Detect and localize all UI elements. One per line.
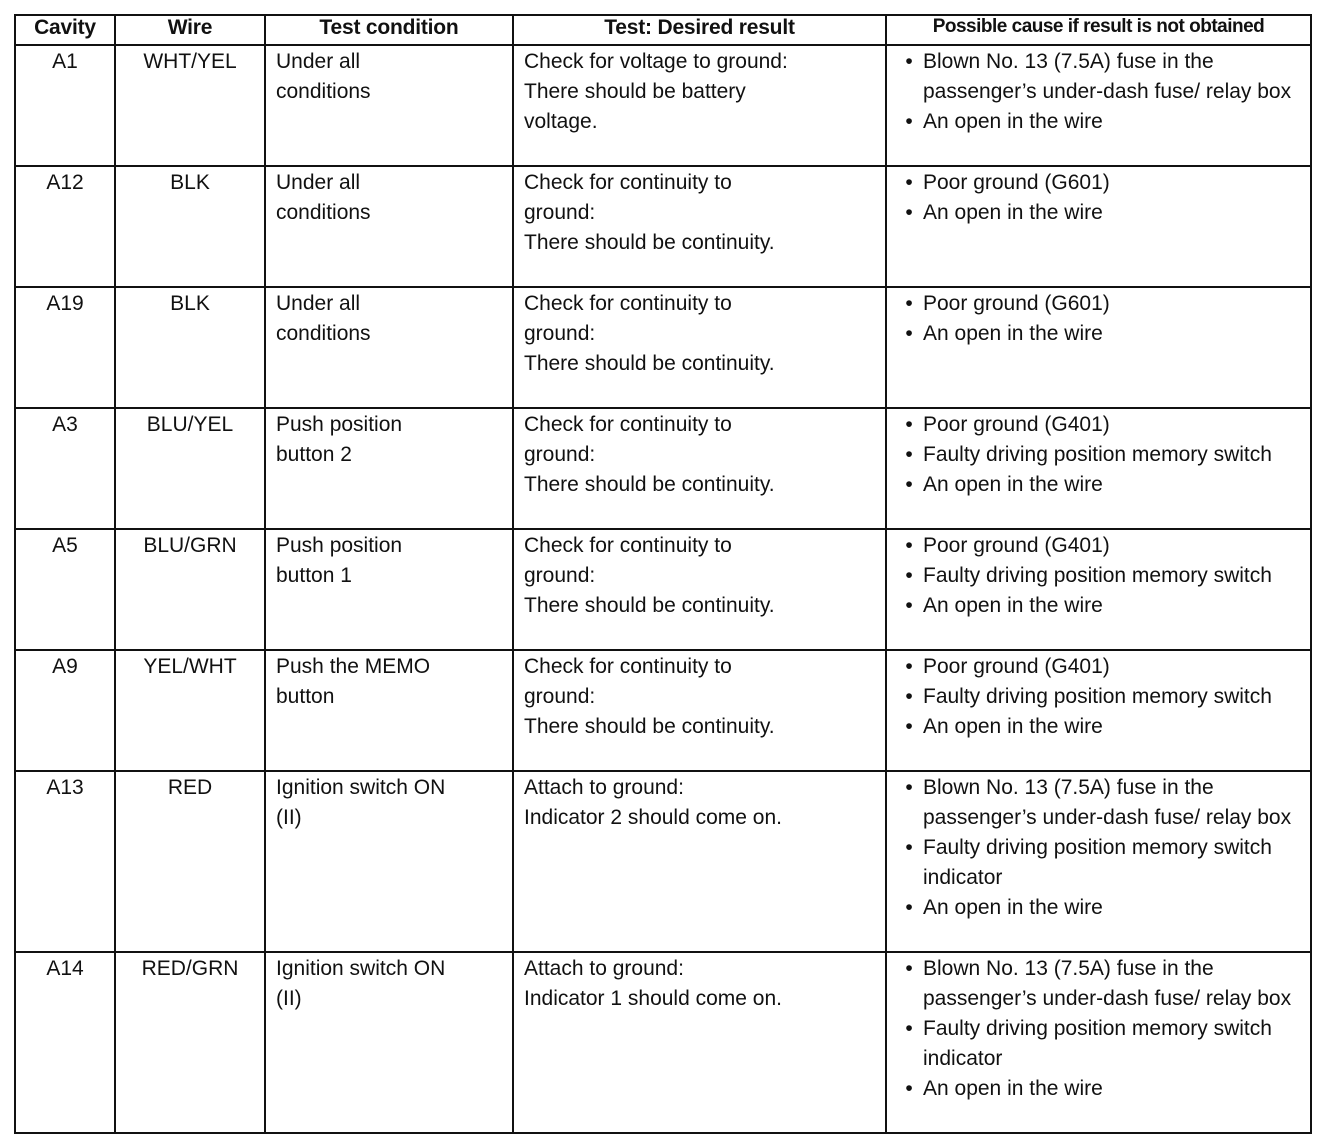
bullet-icon: • xyxy=(905,1017,913,1040)
cause-item xyxy=(897,712,1304,742)
desired-result-cell xyxy=(513,650,886,771)
cause-list xyxy=(897,289,1304,349)
cause-item xyxy=(897,531,1304,561)
cause-item xyxy=(897,47,1304,107)
table-row xyxy=(15,650,1311,771)
cause-list xyxy=(897,410,1304,500)
cause-list xyxy=(897,531,1304,621)
cause-text: An open in the wire xyxy=(923,594,1103,617)
test-condition-cell xyxy=(265,952,513,1133)
desired-result-line: Check for voltage to ground: xyxy=(524,50,788,73)
test-condition-cell xyxy=(265,771,513,952)
cause-item xyxy=(897,289,1304,319)
cause-list xyxy=(897,773,1304,923)
test-condition-cell xyxy=(265,408,513,529)
test-condition-cell xyxy=(265,529,513,650)
table-row xyxy=(15,771,1311,952)
cavity-cell: A1 xyxy=(15,45,115,166)
cause-text: Poor ground (G401) xyxy=(923,413,1110,436)
test-condition-line: Under all xyxy=(276,50,361,73)
cause-item xyxy=(897,682,1304,712)
header-cavity: Cavity xyxy=(15,15,115,45)
cause-list xyxy=(897,652,1304,742)
cavity-cell: A13 xyxy=(15,771,115,952)
cause-item xyxy=(897,168,1304,198)
cause-item xyxy=(897,470,1304,500)
desired-result-line: Attach to ground: xyxy=(524,957,684,980)
bullet-icon: • xyxy=(905,322,913,345)
bullet-icon: • xyxy=(905,594,913,617)
desired-result-line: Check for continuity to xyxy=(524,534,732,557)
cause-text: Faulty driving position memory switch indicator xyxy=(923,1017,1272,1070)
cause-text: An open in the wire xyxy=(923,715,1103,738)
cause-text: Poor ground (G401) xyxy=(923,655,1110,678)
cause-item xyxy=(897,652,1304,682)
bullet-icon: • xyxy=(905,110,913,133)
cause-item xyxy=(897,410,1304,440)
desired-result-line: Check for continuity to xyxy=(524,171,732,194)
cause-item xyxy=(897,1074,1304,1104)
test-condition-cell xyxy=(265,287,513,408)
desired-result-cell xyxy=(513,952,886,1133)
cause-text: An open in the wire xyxy=(923,201,1103,224)
test-condition-line: Push the MEMO xyxy=(276,655,431,678)
test-condition-line: Push position xyxy=(276,534,403,557)
cause-text: An open in the wire xyxy=(923,322,1103,345)
test-condition-line: Ignition switch ON xyxy=(276,957,446,980)
desired-result-line: ground: xyxy=(524,201,596,224)
desired-result-cell xyxy=(513,287,886,408)
desired-result-line: ground: xyxy=(524,564,596,587)
test-condition-cell xyxy=(265,45,513,166)
wire-cell: RED/GRN xyxy=(115,952,265,1133)
desired-result-cell xyxy=(513,45,886,166)
desired-result-cell xyxy=(513,408,886,529)
wire-cell: RED xyxy=(115,771,265,952)
cause-text: An open in the wire xyxy=(923,473,1103,496)
cause-text: Poor ground (G601) xyxy=(923,292,1110,315)
bullet-icon: • xyxy=(905,564,913,587)
possible-cause-cell xyxy=(886,287,1311,408)
cause-item xyxy=(897,319,1304,349)
test-condition-line: button 2 xyxy=(276,443,352,466)
cause-text: An open in the wire xyxy=(923,896,1103,919)
cause-list xyxy=(897,47,1304,137)
desired-result-line: There should be continuity. xyxy=(524,715,775,738)
cause-item xyxy=(897,198,1304,228)
test-condition-cell xyxy=(265,166,513,287)
test-condition-line: conditions xyxy=(276,80,371,103)
test-condition-cell xyxy=(265,650,513,771)
desired-result-line: There should be continuity. xyxy=(524,352,775,375)
possible-cause-cell xyxy=(886,45,1311,166)
document-page xyxy=(14,14,1310,1134)
header-wire: Wire xyxy=(115,15,265,45)
desired-result-line: ground: xyxy=(524,685,596,708)
possible-cause-cell xyxy=(886,650,1311,771)
bullet-icon: • xyxy=(905,715,913,738)
desired-result-line: Indicator 2 should come on. xyxy=(524,806,782,829)
table-row xyxy=(15,408,1311,529)
cavity-cell: A12 xyxy=(15,166,115,287)
cavity-cell: A3 xyxy=(15,408,115,529)
table-body xyxy=(15,45,1311,1133)
wire-cell: BLU/GRN xyxy=(115,529,265,650)
bullet-icon: • xyxy=(905,534,913,557)
bullet-icon: • xyxy=(905,171,913,194)
bullet-icon: • xyxy=(905,292,913,315)
cause-text: Blown No. 13 (7.5A) fuse in the passenger’s under-dash fuse/ relay box xyxy=(923,776,1292,829)
desired-result-line: Check for continuity to xyxy=(524,655,732,678)
cavity-cell: A9 xyxy=(15,650,115,771)
desired-result-cell xyxy=(513,529,886,650)
possible-cause-cell xyxy=(886,166,1311,287)
bullet-icon: • xyxy=(905,1077,913,1100)
table-row xyxy=(15,45,1311,166)
bullet-icon: • xyxy=(905,443,913,466)
connector-test-table xyxy=(14,14,1312,1134)
desired-result-line: Attach to ground: xyxy=(524,776,684,799)
desired-result-line: ground: xyxy=(524,322,596,345)
cause-item xyxy=(897,954,1304,1014)
wire-cell: YEL/WHT xyxy=(115,650,265,771)
cause-text: Faulty driving position memory switch xyxy=(923,443,1272,466)
header-desired-result: Test: Desired result xyxy=(513,15,886,45)
cause-item xyxy=(897,833,1304,893)
cause-text: Blown No. 13 (7.5A) fuse in the passenger’s under-dash fuse/ relay box xyxy=(923,957,1292,1010)
desired-result-cell xyxy=(513,771,886,952)
bullet-icon: • xyxy=(905,776,913,799)
cause-text: An open in the wire xyxy=(923,110,1103,133)
desired-result-line: There should be continuity. xyxy=(524,231,775,254)
cause-text: Poor ground (G601) xyxy=(923,171,1110,194)
bullet-icon: • xyxy=(905,685,913,708)
bullet-icon: • xyxy=(905,413,913,436)
bullet-icon: • xyxy=(905,836,913,859)
cause-text: Blown No. 13 (7.5A) fuse in the passenger’s under-dash fuse/ relay box xyxy=(923,50,1292,103)
table-row xyxy=(15,166,1311,287)
cavity-cell: A5 xyxy=(15,529,115,650)
cause-text: Faulty driving position memory switch xyxy=(923,685,1272,708)
cause-item xyxy=(897,591,1304,621)
test-condition-line: (II) xyxy=(276,987,302,1010)
cause-list xyxy=(897,168,1304,228)
cause-item xyxy=(897,107,1304,137)
possible-cause-cell xyxy=(886,771,1311,952)
table-row xyxy=(15,529,1311,650)
table-row xyxy=(15,287,1311,408)
test-condition-line: Under all xyxy=(276,171,361,194)
test-condition-line: (II) xyxy=(276,806,302,829)
cause-text: Poor ground (G401) xyxy=(923,534,1110,557)
desired-result-line: There should be battery xyxy=(524,80,746,103)
header-possible-cause: Possible cause if result is not obtained xyxy=(886,15,1311,45)
table-row xyxy=(15,952,1311,1133)
test-condition-line: button xyxy=(276,685,335,708)
cause-text: Faulty driving position memory switch indicator xyxy=(923,836,1272,889)
bullet-icon: • xyxy=(905,896,913,919)
header-test-condition: Test condition xyxy=(265,15,513,45)
desired-result-line: Indicator 1 should come on. xyxy=(524,987,782,1010)
desired-result-line: Check for continuity to xyxy=(524,413,732,436)
cavity-cell: A14 xyxy=(15,952,115,1133)
test-condition-line: Push position xyxy=(276,413,403,436)
cavity-cell: A19 xyxy=(15,287,115,408)
test-condition-line: conditions xyxy=(276,322,371,345)
possible-cause-cell xyxy=(886,952,1311,1133)
desired-result-line: Check for continuity to xyxy=(524,292,732,315)
bullet-icon: • xyxy=(905,201,913,224)
wire-cell: BLK xyxy=(115,287,265,408)
wire-cell: BLU/YEL xyxy=(115,408,265,529)
test-condition-line: Under all xyxy=(276,292,361,315)
cause-item xyxy=(897,561,1304,591)
possible-cause-cell xyxy=(886,529,1311,650)
wire-cell: WHT/YEL xyxy=(115,45,265,166)
header-row xyxy=(15,15,1311,45)
desired-result-line: voltage. xyxy=(524,110,598,133)
cause-item xyxy=(897,893,1304,923)
desired-result-line: There should be continuity. xyxy=(524,594,775,617)
cause-item xyxy=(897,773,1304,833)
test-condition-line: Ignition switch ON xyxy=(276,776,446,799)
cause-item xyxy=(897,440,1304,470)
cause-text: Faulty driving position memory switch xyxy=(923,564,1272,587)
desired-result-cell xyxy=(513,166,886,287)
bullet-icon: • xyxy=(905,957,913,980)
test-condition-line: button 1 xyxy=(276,564,352,587)
bullet-icon: • xyxy=(905,473,913,496)
test-condition-line: conditions xyxy=(276,201,371,224)
bullet-icon: • xyxy=(905,655,913,678)
cause-item xyxy=(897,1014,1304,1074)
bullet-icon: • xyxy=(905,50,913,73)
desired-result-line: ground: xyxy=(524,443,596,466)
desired-result-line: There should be continuity. xyxy=(524,473,775,496)
possible-cause-cell xyxy=(886,408,1311,529)
wire-cell: BLK xyxy=(115,166,265,287)
cause-text: An open in the wire xyxy=(923,1077,1103,1100)
